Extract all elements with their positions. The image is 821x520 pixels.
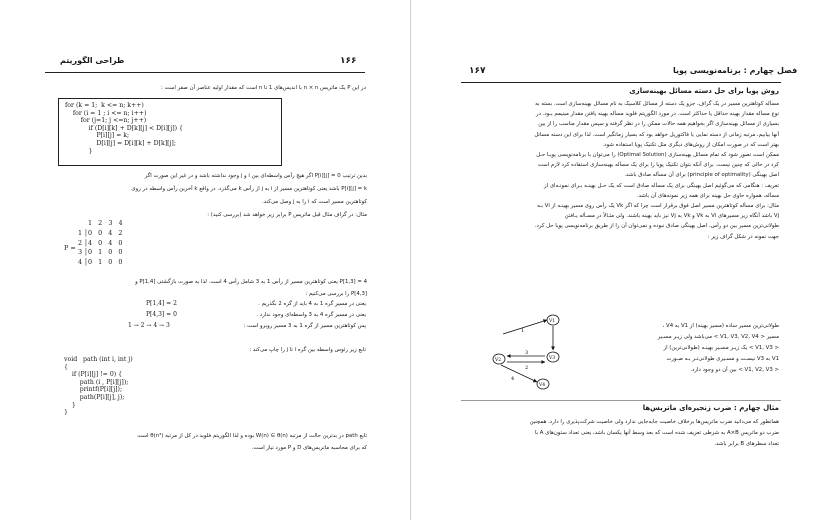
code-line: void path (int i, int j) (64, 356, 133, 363)
code-line: } (64, 401, 76, 409)
text-line: < V1, V3 > یک زیـر مسـیر بهینـه (طولانی‌ترین) از (663, 345, 779, 351)
text-line: مثال: برای مسأله کوتاهترین مسیر اصل فوق برقرار است چرا که اگر Vk یک رأس روی مسیر بهینـه از Vi بـه (537, 203, 779, 209)
text-line: مسأله، همواره حاوی حل بهینه برای همه زیر نمونه‌های آن باشد. (636, 192, 779, 199)
matrix-row: 4 │0 1 0 0 (78, 257, 123, 266)
floyd-code-box (58, 98, 282, 166)
code-line: if (D[i][k] + D[k][j] < D[i][j]) { (65, 124, 183, 132)
matrix-row: 2 │4 0 4 0 (78, 238, 123, 247)
step-text: یعنی در مسیر گره 4 به 3 واسطه‌ای وجود ندارد . (256, 312, 366, 318)
code-line: path(P[i][j], j); (64, 393, 125, 401)
text-line: همانطور که می‌دانید ضرب ماتریس‌ها برخلاف خاصیت جابه‌جایی ندارد ولی خاصیت شرکت‌پذیری را دارد. همچنین (529, 419, 779, 425)
step-math: 1 → 2 → 4 → 3 (128, 322, 170, 329)
text-line: بدین ترتیب P[i][j] = 0 اگر هیچ رأس واسطه‌ای بین i و j وجود نداشته باشد و در غیر این صورت اگر (144, 173, 367, 179)
code-line: D[i][j] = D[i][k] + D[k][j]; (65, 139, 176, 147)
graph-figure (477, 312, 607, 390)
matrix-row: 3 │0 1 0 0 (78, 248, 123, 256)
text-line: نوع مسأله مقدار بهینه حداقل یا حداکثر است. در مورد الگوریتم فلوید مسأله بهینه یافتن مقدار مینیمم بـود. در (535, 111, 779, 118)
text-line: کوتاهترین مسیر است که i را به j وصل می‌کند. (262, 199, 367, 205)
text-line: ممکن است تصور شود که تمام مسائل بهینه‌سازی (Optimal Solution) را می‌توان با برنامه‌نویسی پویـا حـل (536, 152, 779, 158)
intro-text: در این P یک ماتریس n × n با اندیس‌های 1 تا n است که مقدار اولیه عناصر آن صفر است : (161, 85, 366, 91)
text-line: تعداد سطرهای B برابر باشد. (714, 441, 779, 447)
left-page (0, 0, 410, 520)
step-text: یعنی در مسیر گره 1 به 4 باید از گره 2 بگذریم . (258, 301, 366, 307)
text-line: که برای محاسبه ماتریس‌های D و P مورد نیاز است. (251, 445, 367, 451)
node-label-v1: V1 (549, 319, 556, 324)
text-line: P[i][j] = k باشد یعنی کوتاهترین مسیر از i به j از رأس k می‌گذرد. در واقع k آخرین رأس واسطه در روی (131, 186, 367, 192)
section-title: روش پویا برای حل دسته مسائل بهینه‌سازی (629, 87, 779, 95)
text-line: V1 به V3 نیسـت و مسـیری طولانی‌تـر بـه صـورت (666, 356, 779, 362)
matrix-label: P = (64, 244, 76, 252)
text-line: بهتر است که در صورت امکان از روش‌های دیگری مثل تکنیک پویا استفاده شود. (602, 141, 779, 148)
step-math: P[4,3] = 0 (146, 311, 177, 318)
text-line: مسأله کوتاهترین مسیر در یک گراف، جزو یک دسته از مسائل کلاسیک به نام مسائل بهینه‌سازی است. بسته به (535, 101, 779, 107)
text-line: ضرب دو ماتریس A×B به شرطی تعریف شده است که بعد وسط آنها یکسان باشد، یعنی تعداد ستون‌های A با (534, 430, 779, 436)
floyd-code (65, 102, 275, 155)
header-rule (461, 82, 781, 83)
text-line: طولانی‌ترین مسیر بین دو رأس، اصل بهینگی صادق نبوده و نمی‌توان آن را از طریق برنامه‌نویسی پویا حل کرد. (534, 223, 779, 230)
matrix-row: 1 │0 0 4 2 (78, 229, 123, 237)
matrix-column-headers: 1 2 3 4 (88, 219, 123, 227)
page-number: ۱۶۶ (340, 56, 357, 66)
running-title: طراحی الگوریتم (60, 56, 125, 65)
code-line: { (64, 363, 68, 371)
weight-v2-v4: 4 (511, 376, 515, 382)
weight-v2-v1: 1 (521, 328, 525, 334)
paragraph-3: تابع زیر رئوس واسطه بین گره i تا j را چاپ می‌کند : (249, 347, 366, 353)
code-line: } (64, 409, 68, 417)
edge-v2-v4 (501, 365, 537, 382)
code-line: for (j=1; j <=n; j++) (65, 117, 147, 125)
path-function-code (64, 356, 133, 417)
code-line: for (k = 1; k <= n; k++) (65, 102, 144, 109)
edge-v2-v1 (503, 320, 547, 334)
section-rule (461, 400, 781, 401)
page-number: ۱۶۷ (469, 66, 486, 76)
left-page-header (0, 56, 410, 72)
code-line: P[i][j] = k; (65, 132, 130, 140)
header-rule (45, 72, 365, 73)
text-line: P[4,3] را بررسی می‌کنیم : (305, 291, 367, 297)
text-line: کرد در حالی که چنین نیست. برای آنکه بتوان تکنیک پویا را برای یک مسأله بهینه‌سازی استفاده کرد لازم است (537, 162, 779, 169)
node-label-v2: V2 (495, 358, 502, 363)
code-line: } (65, 147, 93, 155)
text-line: تابع path در بدترین حالت از مرتبه W(n) ∈ θ(n) بوده و لذا الگوریتم فلوید در کل از مرتبه θ(n³) است (137, 433, 367, 439)
section-title: مثال چهارم : ضرب زنجیره‌ای ماتریس‌ها (642, 404, 779, 412)
text-line: جهت نمونه در شکل گراف زیر : (707, 233, 779, 240)
text-line: طولانی‌ترین مسیر ساده (مسیر بهینه) از V1 به V4 ، (662, 323, 779, 329)
node-label-v4: V4 (539, 383, 546, 388)
text-line: < V1, V2, V3 > بین آن دو وجود دارد. (690, 367, 779, 373)
code-line: path (i , P[i][j]); (64, 378, 129, 386)
weight-v3-v2-top: 3 (525, 350, 529, 356)
text-line: تعریف : هنگامی که می‌گوئیم اصل بهینگی برای یک مسأله صادق است که یک حـل بهینـه بـرای نمونـه‌ای از (544, 182, 779, 189)
code-line: printf(P[i][j]); (64, 386, 123, 394)
step-text: پس کوتاهترین مسیر از گره 1 به 3 مسیر روبرو است : (243, 323, 366, 329)
running-title: فصل چهارم : برنامه‌نویسی پویا (673, 66, 798, 75)
text-line: مثال: در گراف مثال قبل ماتریس P برابر زیر خواهد شد (بررسی کنید) : (207, 212, 367, 218)
step-math: P[1,4] = 2 (146, 300, 177, 307)
weight-v2-v3-bottom: 2 (525, 365, 529, 371)
node-label-v3: V3 (549, 356, 556, 361)
text-line: بسیاری از مسائل بهینه‌سازی اگر بخواهیم همه حالات ممکن را در نظر گرفته و سپس مقدار مناسب را از بین (538, 121, 779, 128)
code-line: for (i = 1 ; i <= n; i++) (65, 109, 147, 117)
text-line: P[1,3] = 4 یعنی کوتاهترین مسیر از رأس 1 به 3 شامل رأس 4 است. لذا به صورت بازگشتی P[1,4] و (135, 279, 367, 285)
text-line: Vj باشد آنگاه زیر مسیرهای Vi به Vk و Vk به Vj نیز باید بهینه باشند. ولی مثـالاً در مسـأله یـافتن (564, 213, 779, 220)
code-line: if (P[i][j] != 0) { (64, 371, 123, 379)
text-line: آنها بیابیم، مرتبه زمانی از دسته نمایی یا فاکتوریل خواهد بود که بسیار زمانگیر است. لذا برای این دسته مسائل (534, 131, 779, 138)
right-page-header (411, 66, 821, 82)
text-line: مسیر < V1, V3, V2, V4 > می‌باشد ولی زیـر مسـیر (657, 334, 779, 340)
text-line: اصل بهینگی (principle of optimality) برای آن مسأله صادق باشد. (624, 172, 779, 179)
right-page (411, 0, 821, 520)
